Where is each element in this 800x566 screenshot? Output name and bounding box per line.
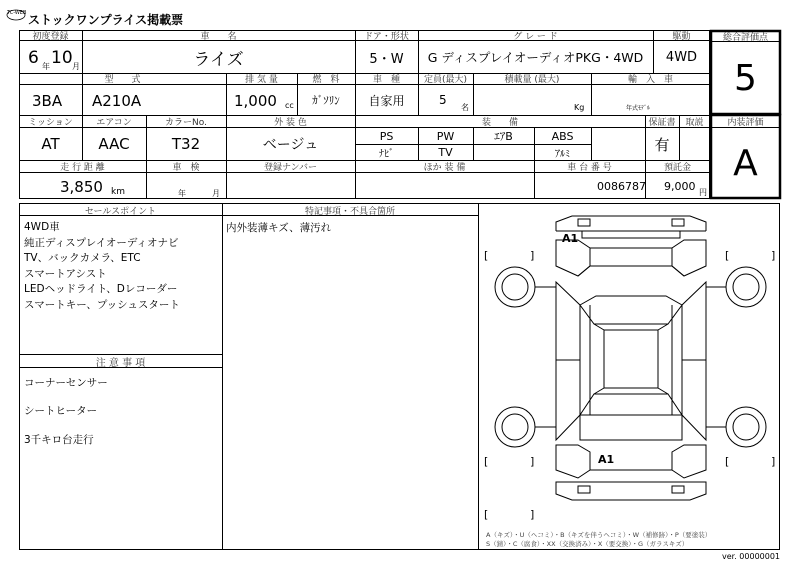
label-model: 型 式 [104, 75, 141, 85]
caution-item-1: コーナーセンサー [24, 377, 108, 389]
bracket-rear-right-open: [ [725, 455, 730, 468]
list-item: スマートアシスト [24, 267, 107, 280]
bracket-front-right-close: ] [771, 249, 776, 262]
unit-year: 年 [42, 62, 50, 71]
label-reg-number: 登録ナンバー [264, 162, 317, 173]
stock-no: 0086787 [597, 180, 646, 193]
equip-navi: ﾅﾋﾞ [379, 149, 394, 160]
model: A210A [92, 92, 142, 110]
label-manual: 取説 [685, 117, 704, 128]
unit-kg: Kg [574, 103, 585, 112]
caution-item-3: 3千キロ台走行 [24, 434, 94, 446]
label-ext-color: 外 装 色 [274, 117, 307, 128]
list-item: 純正ディスプレイオーディオナビ [24, 236, 179, 249]
notes-text: 内外装薄キズ、薄汚れ [226, 222, 332, 234]
label-color-no: カラーNo. [165, 117, 207, 128]
equip-pw: PW [436, 129, 455, 143]
bracket-front-left-open: [ [484, 249, 489, 262]
bracket-bottom-close: ] [530, 508, 535, 521]
fuel: ｶﾞｿﾘﾝ [312, 94, 340, 107]
label-import: 輸 入 車 [627, 75, 673, 85]
unit-persons: 名 [461, 103, 469, 112]
overall-score: 5 [734, 57, 757, 99]
label-fuel: 燃 料 [312, 75, 340, 85]
label-equipment: 装 備 [481, 117, 518, 128]
model-prefix: 3BA [32, 92, 63, 110]
first-reg-year: 6 [28, 48, 39, 68]
equip-alloy: ｱﾙﾐ [555, 149, 570, 160]
equip-airbag: ｴｱB [494, 130, 513, 143]
unit-year-model: 年式ﾓﾃﾞﾙ [626, 105, 651, 112]
label-sales-points: セールスポイント [84, 206, 157, 217]
warranty: 有 [654, 135, 670, 154]
displacement: 1,000 [234, 92, 277, 110]
unit-km: km [111, 187, 125, 197]
bracket-front-right-open: [ [725, 249, 730, 262]
door-shape: 5・W [369, 51, 404, 67]
label-drive: 駆動 [672, 32, 691, 42]
damage-legend-line-1: A（キズ）・U（ヘコミ）・B（キズを伴うヘコミ）・W（補修跡）・P（要塗装） [486, 531, 712, 539]
mission: AT [41, 135, 60, 153]
label-cautions: 注 意 事 項 [95, 357, 146, 369]
aircon: AAC [98, 135, 130, 153]
damage-mark-rear: A1 [598, 453, 615, 466]
vehicle-type: 自家用 [368, 93, 405, 108]
bracket-front-left-close: ] [530, 249, 535, 262]
label-overall-score: 総合評価点 [722, 33, 768, 43]
label-car-name: 車 名 [200, 32, 237, 42]
label-interior-score: 内装評価 [727, 118, 764, 128]
label-inspection: 車 検 [172, 162, 200, 173]
ext-color: ベージュ [262, 137, 319, 153]
deposit: 9,000 [664, 180, 696, 193]
first-reg-month: 10 [51, 48, 73, 68]
mileage: 3,850 [60, 178, 103, 196]
color-no: T32 [171, 135, 201, 153]
label-payload: 積載量 (最大) [504, 75, 560, 85]
grade: G ディスプレイオーディオPKG・4WD [427, 50, 644, 65]
list-item: LEDヘッドライト、Dレコーダー [24, 283, 178, 295]
equip-ps: PS [379, 129, 394, 143]
label-other-equipment: ほか 装 備 [423, 162, 466, 173]
version-text: ver. 00000001 [722, 552, 781, 561]
drive: 4WD [665, 49, 698, 65]
label-grade: グ レ ー ド [513, 32, 558, 42]
unit-insp-month: 月 [212, 189, 220, 198]
caution-item-2: シートヒーター [24, 405, 98, 417]
damage-mark-front: A1 [562, 232, 579, 245]
unit-month: 月 [72, 62, 80, 71]
list-item: スマートキー、プッシュスタート [24, 298, 180, 311]
label-notes: 特記事項・不具合箇所 [304, 206, 395, 217]
label-stock-no: 車 台 番 号 [567, 162, 612, 173]
car-name: ライズ [193, 49, 244, 70]
equip-tv: TV [438, 146, 453, 159]
label-door-shape: ドア・形状 [364, 32, 409, 42]
label-aircon: エアコン [96, 117, 132, 128]
label-mission: ミッション [28, 117, 73, 128]
unit-yen: 円 [699, 188, 707, 197]
damage-legend-line-2: S（錆）・C（腐食）・XX（交換済み）・X（要交換）・G（ガラスキズ） [486, 540, 689, 548]
label-vehicle-type: 車 種 [372, 75, 400, 85]
label-first-reg: 初度登録 [32, 32, 69, 42]
label-capacity: 定員(最大) [423, 75, 468, 85]
label-deposit: 預託金 [663, 162, 691, 173]
label-warranty: 保証書 [648, 117, 676, 128]
equip-abs: ABS [551, 129, 574, 143]
bracket-rear-right-close: ] [771, 455, 776, 468]
unit-cc: cc [285, 101, 294, 110]
bracket-rear-left-open: [ [484, 455, 489, 468]
interior-score: A [733, 142, 758, 184]
capacity: 5 [439, 93, 447, 107]
label-mileage: 走 行 距 離 [60, 162, 105, 173]
sheet-title: ストックワンプライス掲載票 [28, 13, 184, 27]
label-displacement: 排 気 量 [245, 75, 278, 85]
list-item: 4WD車 [24, 221, 60, 233]
unit-insp-year: 年 [178, 189, 186, 198]
list-item: TV、バックカメラ、ETC [24, 252, 141, 264]
bracket-bottom-open: [ [484, 508, 489, 521]
bracket-rear-left-close: ] [530, 455, 535, 468]
logo-text: TC-WEB [7, 10, 27, 16]
